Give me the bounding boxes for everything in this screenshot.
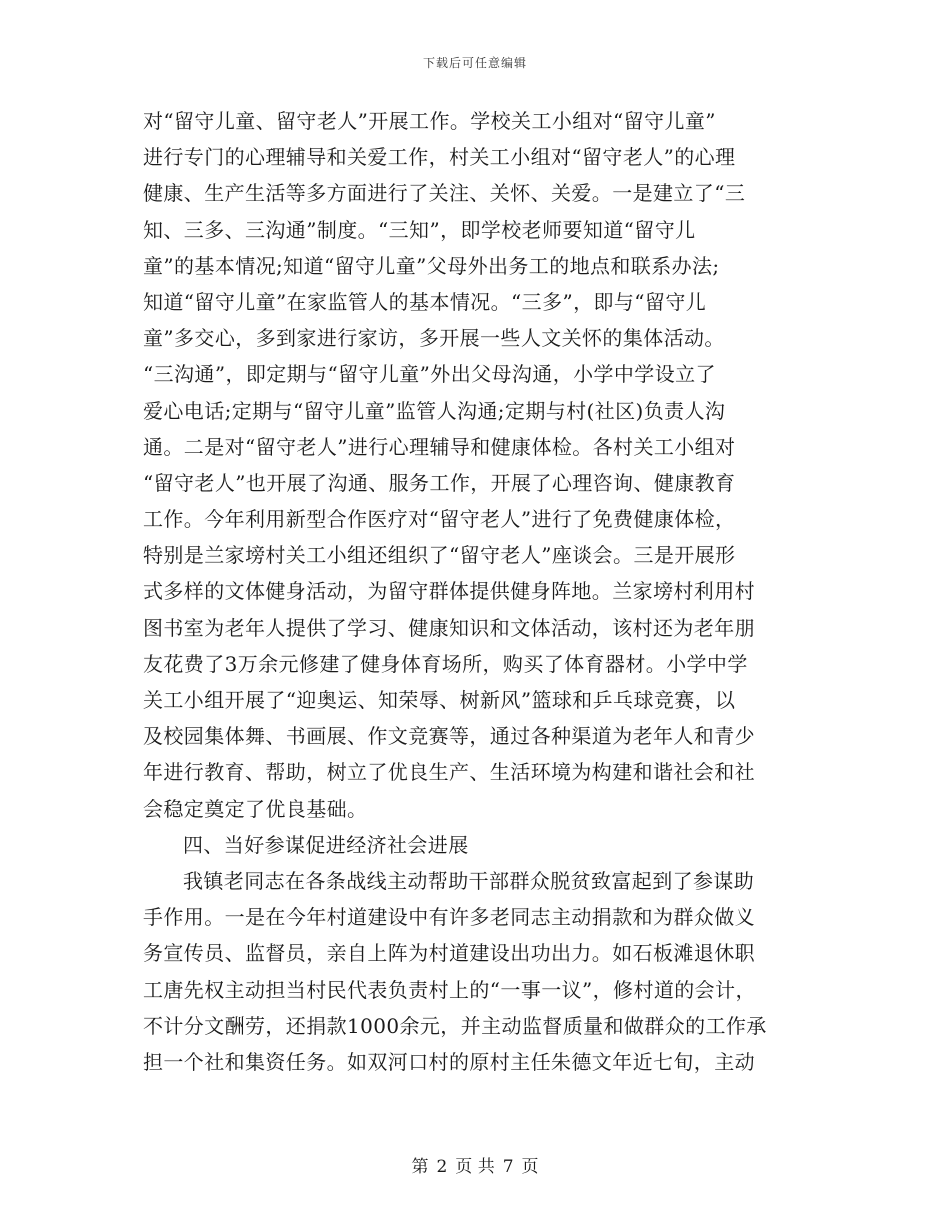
page-footer — [0, 1152, 950, 1177]
body-line: 及校园集体舞、书画展、作文竞赛等，通过各种渠道为老年人和青少 — [143, 724, 755, 749]
footer-label-page: 第 — [411, 1157, 429, 1177]
body-line: “三沟通”，即定期与“留守儿童”外出父母沟通，小学中学设立了 — [143, 362, 716, 387]
page-header-note: 下载后可任意编辑 — [422, 56, 527, 70]
footer-current-page: 2 — [436, 1157, 448, 1177]
body-line: 友花费了3万余元修建了健身体育场所，购买了体育器材。小学中学 — [143, 651, 748, 676]
body-line: 关工小组开展了“迎奥运、知荣辱、树新风”篮球和乒乓球竞赛，以 — [143, 688, 736, 712]
body-line: 担一个社和集资任务。如双河口村的原村主任朱德文年近七旬，主动 — [143, 1049, 755, 1074]
body-line: 工唐先权主动担当村民代表负责村上的“一事一议”，修村道的会计， — [143, 977, 756, 1002]
body-line: 手作用。一是在今年村道建设中有许多老同志主动捐款和为群众做义 — [143, 905, 755, 930]
body-line: 知、三多、三沟通”制度。“三知”，即学校老师要知道“留守儿 — [143, 217, 696, 242]
section-heading: 四、当好参谋促进经济社会进展 — [183, 832, 469, 857]
body-line: 健康、生产生活等多方面进行了关注、关怀、关爱。一是建立了“三 — [143, 181, 746, 206]
body-line: 务宣传员、监督员，亲自上阵为村道建设出功出力。如石板滩退休职 — [143, 941, 755, 966]
body-line: 对“留守儿童、留守老人”开展工作。学校关工小组对“留守儿童” — [143, 109, 716, 133]
body-line: 我镇老同志在各条战线主动帮助干部群众脱贫致富起到了参谋助 — [183, 868, 755, 893]
footer-total-pages: 7 — [502, 1157, 514, 1177]
body-line: 不计分文酬劳，还捐款1000余元，并主动监督质量和做群众的工作承 — [143, 1013, 767, 1038]
body-line: “留守老人”也开展了沟通、服务工作，开展了心理咨询、健康教育 — [143, 470, 736, 495]
body-line: 年进行教育、帮助，树立了优良生产、生活环境为构建和谐社会和社 — [143, 760, 755, 785]
body-line: 知道“留守儿童”在家监管人的基本情况。“三多”，即与“留守儿 — [143, 289, 707, 314]
body-line: 工作。今年利用新型合作医疗对“留守老人”进行了免费健康体检， — [143, 507, 736, 532]
footer-label-end: 页 — [521, 1157, 539, 1177]
body-line: 图书室为老年人提供了学习、健康知识和文体活动，该村还为老年朋 — [143, 615, 755, 640]
document-body — [143, 103, 803, 1080]
body-line: 进行专门的心理辅导和关爱工作，村关工小组对“留守老人”的心理 — [143, 145, 736, 170]
body-line: 特别是兰家塝村关工小组还组织了“留守老人”座谈会。三是开展形 — [143, 543, 736, 568]
body-line: 通。二是对“留守老人”进行心理辅导和健康体检。各村关工小组对 — [143, 434, 736, 459]
footer-label-of: 页 共 — [455, 1157, 495, 1177]
body-line: 爱心电话;定期与“留守儿童”监管人沟通;定期与村(社区)负责人沟 — [143, 398, 726, 423]
body-line: 会稳定奠定了优良基础。 — [143, 796, 368, 821]
body-line: 童”的基本情况;知道“留守儿童”父母外出务工的地点和联系办法; — [143, 253, 720, 278]
body-line: 式多样的文体健身活动，为留守群体提供健身阵地。兰家塝村利用村 — [143, 579, 755, 604]
body-line: 童”多交心，多到家进行家访，多开展一些人文关怀的集体活动。 — [143, 326, 725, 351]
